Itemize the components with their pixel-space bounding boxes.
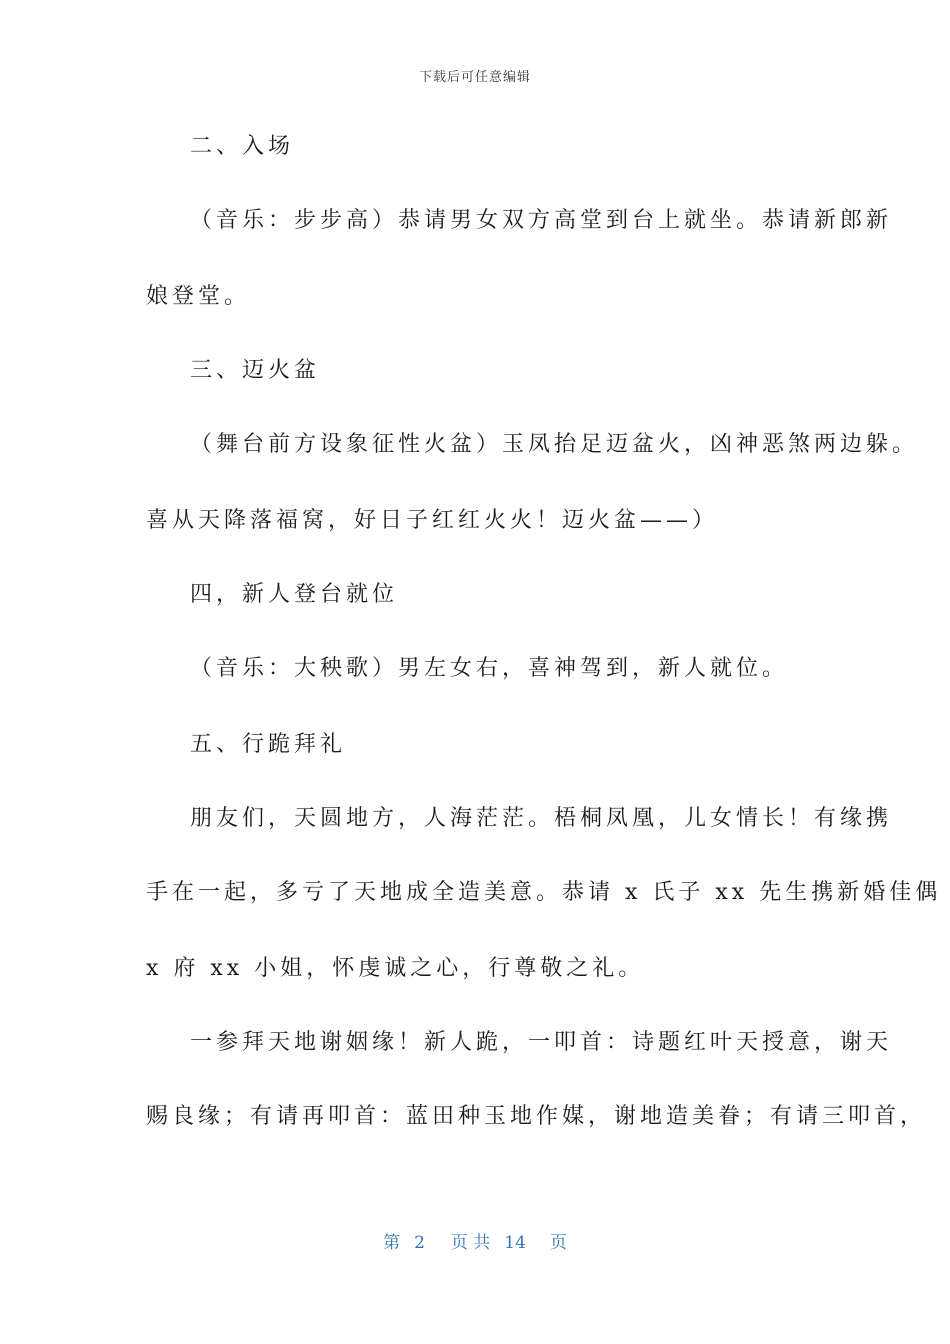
paragraph-line: x 府 xx 小姐，怀虔诚之心，行尊敬之礼。	[146, 956, 645, 981]
section-heading-fire-basin: 三、迈火盆	[190, 358, 321, 383]
current-page-number: 2	[414, 1233, 425, 1253]
paragraph-line: （音乐：步步高）恭请男女双方高堂到台上就坐。恭请新郎新	[190, 208, 893, 233]
paragraph-line: 喜从天降落福窝，好日子红红火火！迈火盆——）	[146, 508, 719, 533]
paragraph-line: 朋友们，天圆地方，人海茫茫。梧桐凤凰，儿女情长！有缘携	[190, 806, 893, 831]
total-pages-number: 14	[504, 1233, 526, 1253]
paragraph-line: （舞台前方设象征性火盆）玉凤抬足迈盆火，凶神恶煞两边躲。	[190, 432, 919, 457]
page-label-suffix: 页	[549, 1233, 567, 1253]
paragraph-line: 手在一起，多亏了天地成全造美意。恭请 x 氏子 xx 先生携新婚佳偶	[146, 880, 942, 905]
section-heading-entrance: 二、入场	[190, 134, 295, 159]
header-note: 下载后可任意编辑	[418, 70, 531, 85]
section-heading-take-positions: 四，新人登台就位	[190, 582, 399, 607]
paragraph-line: （音乐：大秧歌）男左女右，喜神驾到，新人就位。	[190, 656, 789, 681]
page-label-mid: 页 共	[450, 1233, 491, 1253]
page-label-prefix: 第	[383, 1233, 401, 1253]
paragraph-line: 赐良缘；有请再叩首：蓝田种玉地作媒，谢地造美眷；有请三叩首，	[146, 1104, 927, 1129]
page-footer	[0, 1228, 950, 1253]
section-heading-kneel-bow: 五、行跪拜礼	[190, 732, 347, 757]
paragraph-line: 娘登堂。	[146, 284, 251, 309]
paragraph-line: 一参拜天地谢姻缘！新人跪，一叩首：诗题红叶天授意，谢天	[190, 1030, 893, 1055]
